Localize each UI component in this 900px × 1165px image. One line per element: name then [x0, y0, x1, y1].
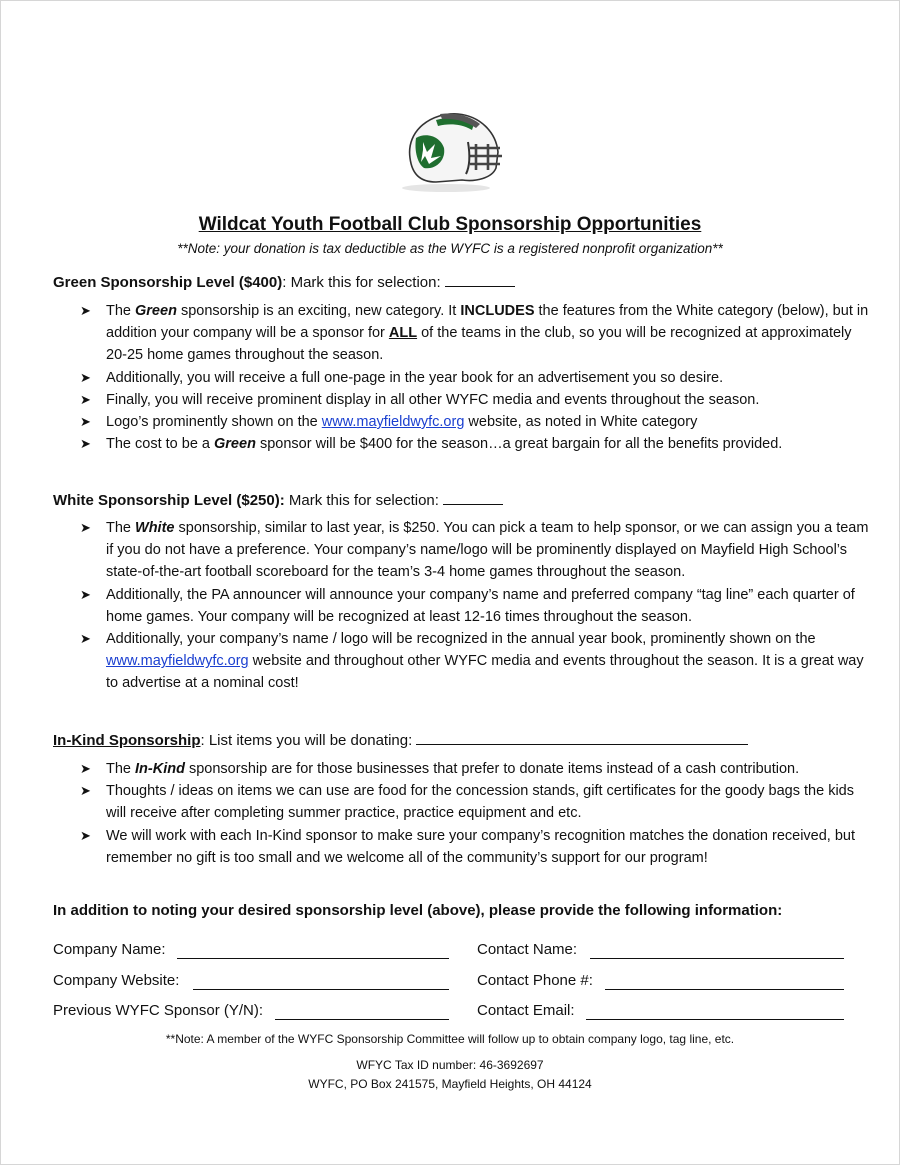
arrow-bullet-icon: ➤: [80, 761, 91, 776]
list-item: ➤ Finally, you will receive prominent display in all other WYFC media and events throughout the season.: [80, 389, 870, 411]
green-heading: Green Sponsorship Level ($400): [53, 274, 283, 291]
inkind-items-blank[interactable]: [416, 730, 748, 745]
previous-sponsor-label: Previous WYFC Sponsor (Y/N):: [53, 1002, 264, 1019]
arrow-bullet-icon: ➤: [80, 586, 91, 602]
company-name-field[interactable]: [177, 958, 449, 959]
list-item: ➤ Thoughts / ideas on items we can use are food for the concession stands, gift certificates for the goody bags the kids will receive after completing summer practice, practice equipment and etc.: [80, 780, 870, 824]
inkind-list-label: : List items you will be donating:: [200, 732, 417, 749]
inkind-bullet-list: [80, 758, 870, 869]
company-website-label: Company Website:: [53, 972, 180, 989]
green-bullet-list: [80, 300, 870, 455]
football-helmet-logo: [396, 108, 506, 194]
inkind-heading: In-Kind Sponsorship: [53, 732, 201, 749]
list-item: ➤ The Green sponsorship is an exciting, new category. It INCLUDES the features from the White category (below), but in addition your company will be a sponsor for ALL of the teams in the club, so you will be recognized at approximately 20-25 home games throughout the season.: [80, 300, 870, 367]
list-item: ➤ Additionally, you will receive a full one-page in the year book for an advertisement you so desire.: [80, 367, 870, 389]
arrow-bullet-icon: ➤: [80, 369, 91, 385]
arrow-bullet-icon: ➤: [80, 391, 91, 407]
contact-phone-field[interactable]: [605, 989, 844, 990]
contact-name-label: Contact Name:: [477, 941, 578, 958]
mailing-address: WYFC, PO Box 241575, Mayfield Heights, OH 44124: [308, 1077, 592, 1091]
arrow-bullet-icon: ➤: [80, 303, 91, 318]
document-title: Wildcat Youth Football Club Sponsorship Opportunities: [198, 214, 702, 235]
inkind-section-heading: [53, 730, 748, 749]
previous-sponsor-field[interactable]: [275, 1019, 449, 1020]
green-section-heading: [53, 272, 515, 291]
arrow-bullet-icon: ➤: [80, 783, 91, 799]
arrow-bullet-icon: ➤: [80, 520, 91, 535]
green-mark-label: : Mark this for selection:: [282, 274, 445, 291]
website-link[interactable]: www.mayfieldwyfc.org: [321, 414, 465, 431]
arrow-bullet-icon: ➤: [80, 414, 91, 430]
white-mark-label: Mark this for selection:: [284, 492, 444, 509]
list-item: ➤ We will work with each In-Kind sponsor to make sure your company’s recognition matches the donation received, but remember no gift is too small and we welcome all of the community’s support for our program!: [80, 825, 870, 869]
white-bullet-list: [80, 517, 870, 695]
list-item: ➤ The cost to be a Green sponsor will be $400 for the season…a great bargain for all the benefits provided.: [80, 433, 870, 455]
list-item: ➤ The White sponsorship, similar to last year, is $250. You can pick a team to help sponsor, or we can assign you a team if you do not have a preference. Your company’s name/logo will be prominently displayed on Mayfield High School’s state-of-the-art football scoreboard for the team’s 3-4 home games throughout the season.: [80, 517, 870, 584]
contact-email-label: Contact Email:: [477, 1002, 575, 1019]
arrow-bullet-icon: ➤: [80, 827, 91, 843]
white-selection-blank[interactable]: [443, 490, 503, 505]
white-heading: White Sponsorship Level ($250):: [53, 492, 285, 509]
company-website-field[interactable]: [193, 989, 449, 990]
contact-email-field[interactable]: [586, 1019, 844, 1020]
list-item: ➤ Logo’s prominently shown on the www.mayfieldwyfc.org website, as noted in White category: [80, 411, 870, 433]
tax-id-line: WFYC Tax ID number: 46-3692697: [356, 1058, 544, 1072]
green-selection-blank[interactable]: [445, 272, 515, 287]
website-link[interactable]: www.mayfieldwyfc.org: [106, 653, 249, 670]
list-item: ➤ Additionally, your company’s name / logo will be recognized in the annual year book, prominently shown on the www.mayfieldwyfc.org website and throughout other WYFC media and events throughout the season. It is a great way to advertise at a nominal cost!: [80, 628, 870, 695]
arrow-bullet-icon: ➤: [80, 631, 91, 647]
tax-deductible-note: **Note: your donation is tax deductible as the WYFC is a registered nonprofit organization**: [177, 241, 723, 256]
arrow-bullet-icon: ➤: [80, 436, 91, 452]
contact-name-field[interactable]: [590, 958, 844, 959]
info-request-heading: In addition to noting your desired sponsorship level (above), please provide the following information:: [53, 902, 783, 919]
contact-phone-label: Contact Phone #:: [477, 972, 593, 989]
list-item: ➤ Additionally, the PA announcer will announce your company’s name and preferred company “tag line” each quarter of home games. Your company will be recognized at least 12-16 times throughout the season.: [80, 584, 870, 628]
list-item: ➤ The In-Kind sponsorship are for those businesses that prefer to donate items instead of a cash contribution.: [80, 758, 870, 780]
white-section-heading: [53, 490, 503, 509]
company-name-label: Company Name:: [53, 941, 166, 958]
followup-note: **Note: A member of the WYFC Sponsorship Committee will follow up to obtain company logo, tag line, etc.: [165, 1032, 735, 1046]
